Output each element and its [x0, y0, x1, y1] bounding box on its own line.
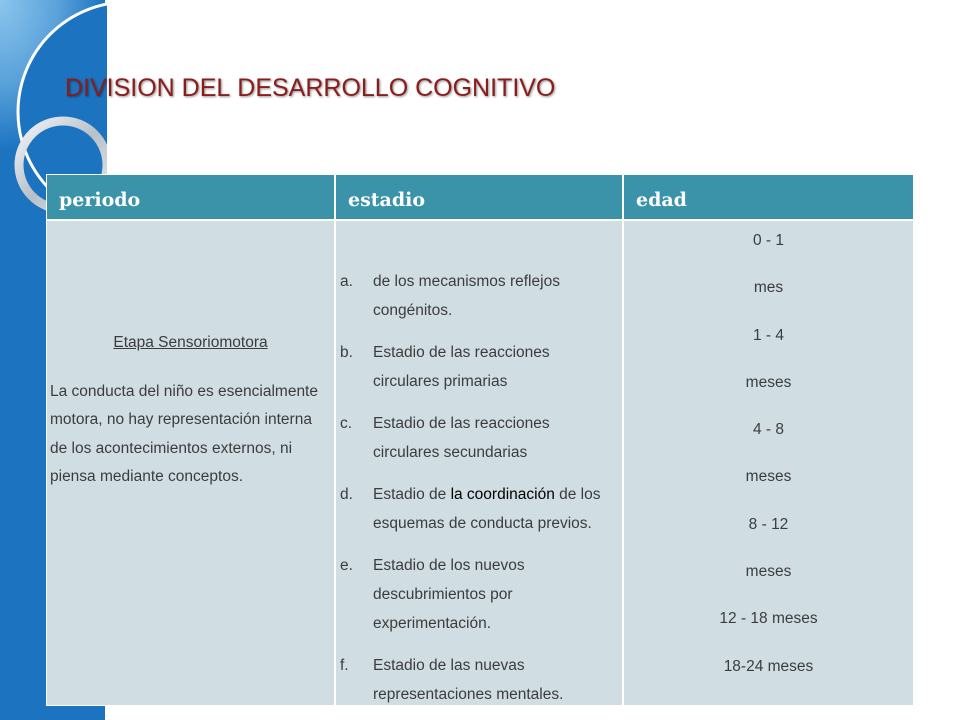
estadio-text: Estadio de los nuevos descubrimientos por experimentación.	[373, 556, 525, 632]
estadio-item-d	[336, 480, 610, 538]
edad-value: 18-24 meses	[723, 657, 814, 675]
estadio-text-before: Estadio de	[373, 485, 451, 503]
estadio-text-highlight: la coordinación	[450, 485, 555, 503]
stage-description: La conducta del niño es esencialmente motora, no hay representación interna de los acontecimientos externos, ni piensa mediante conceptos.	[50, 383, 318, 485]
edad-value: meses	[745, 468, 792, 486]
estadio-text: Estadio de las reacciones circulares primarias	[373, 343, 550, 390]
edad-value: meses	[745, 563, 792, 581]
estadio-cell	[336, 221, 622, 705]
edad-value: 4 - 8	[752, 421, 784, 439]
edad-value: mes	[753, 279, 784, 297]
list-marker: b.	[340, 343, 353, 361]
edad-value: 12 - 18 meses	[719, 610, 818, 628]
estadio-item-e	[336, 551, 610, 638]
header-edad: edad	[624, 175, 913, 219]
estadio-item-a	[336, 267, 610, 325]
estadio-item-f	[336, 651, 610, 709]
list-marker: e.	[340, 556, 353, 574]
estadio-text-after: de los esquemas de conducta previos.	[373, 485, 601, 532]
periodo-cell	[47, 221, 334, 705]
estadio-item-b	[336, 338, 610, 396]
list-marker: f.	[340, 656, 349, 674]
header-estadio: estadio	[336, 175, 622, 219]
edad-list	[624, 217, 913, 690]
edad-cell	[624, 221, 913, 705]
estadio-list	[336, 267, 622, 720]
slide-title: DIVISION DEL DESARROLLO COGNITIVO	[65, 74, 556, 102]
edad-value: meses	[745, 373, 792, 391]
edad-value: 0 - 1	[752, 232, 784, 249]
header-periodo: periodo	[47, 175, 334, 219]
estadio-text: Estadio de las nuevas representaciones mentales.	[373, 656, 564, 703]
estadio-text	[373, 486, 601, 532]
estadio-text: de los mecanismos reflejos congénitos.	[373, 272, 560, 319]
edad-value: 1 - 4	[752, 326, 784, 344]
edad-value: 8 - 12	[748, 515, 789, 533]
list-marker: a.	[340, 272, 353, 290]
list-marker: c.	[340, 414, 353, 432]
stage-name: Etapa Sensoriomotora	[113, 334, 268, 351]
list-marker: d.	[340, 485, 353, 503]
estadio-item-c	[336, 409, 610, 467]
estadio-text: Estadio de las reacciones circulares secundarias	[373, 414, 550, 461]
